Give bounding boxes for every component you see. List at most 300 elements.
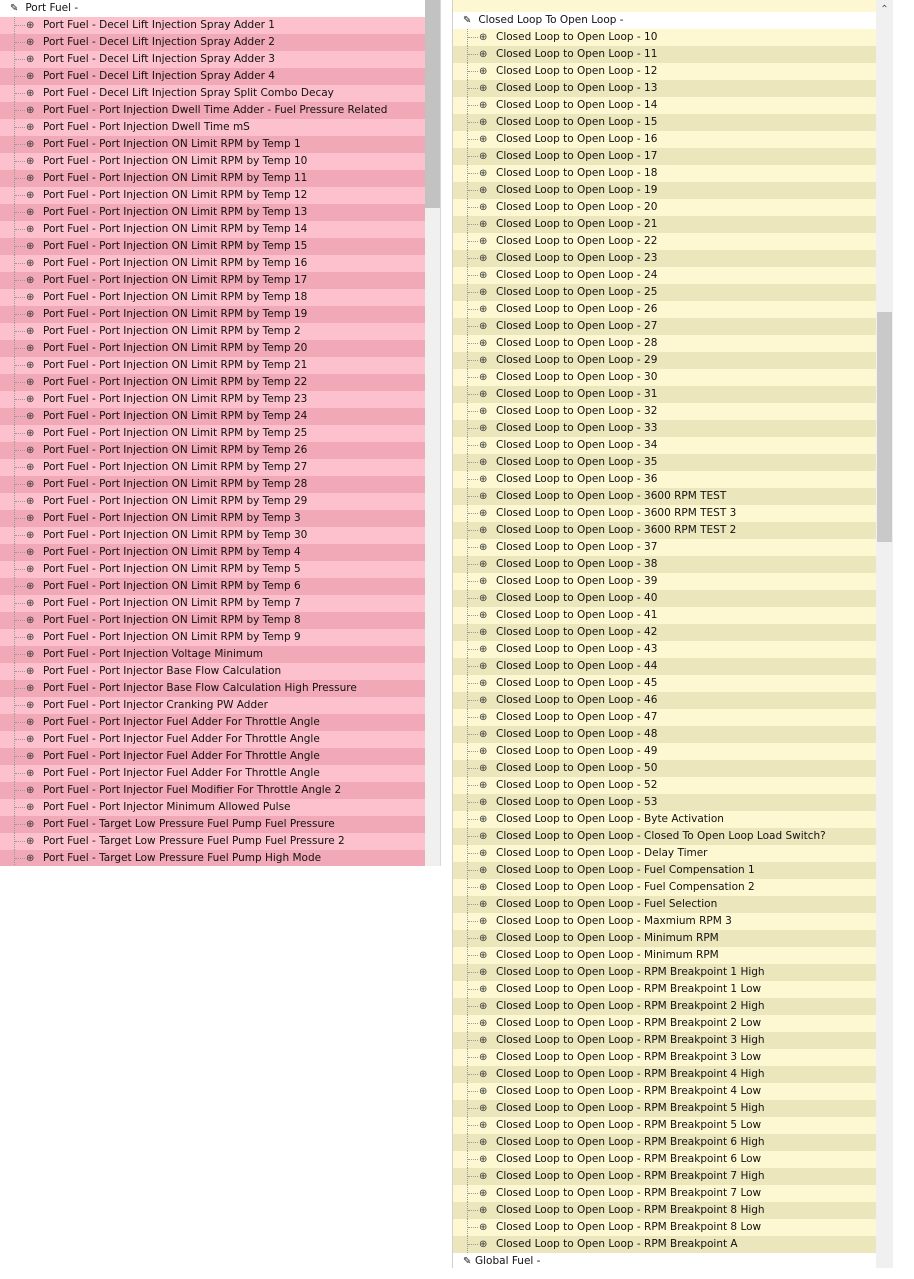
tree-item-port-fuel[interactable] xyxy=(0,544,425,561)
tree-item-closed-loop[interactable] xyxy=(453,862,876,879)
tree-item-port-fuel[interactable] xyxy=(0,629,425,646)
tree-item-closed-loop[interactable] xyxy=(453,760,876,777)
tree-item-port-fuel[interactable] xyxy=(0,119,425,136)
tree-item-port-fuel[interactable] xyxy=(0,306,425,323)
tree-item-label: Closed Loop to Open Loop - 33 xyxy=(496,422,658,434)
tree-item-port-fuel[interactable] xyxy=(0,697,425,714)
table-node-icon: ⊕ xyxy=(26,139,35,150)
table-node-icon: ⊕ xyxy=(479,1222,488,1233)
tree-item-label: Closed Loop to Open Loop - 27 xyxy=(496,320,658,332)
tree-item-closed-loop[interactable] xyxy=(453,471,876,488)
table-node-icon: ⊕ xyxy=(479,253,488,264)
tree-item-closed-loop[interactable] xyxy=(453,777,876,794)
tree-item-closed-loop[interactable] xyxy=(453,80,876,97)
tree-item-closed-loop[interactable] xyxy=(453,556,876,573)
tree-item-label: Closed Loop to Open Loop - 10 xyxy=(496,31,658,43)
right-scrollbar-thumb[interactable] xyxy=(877,312,892,542)
table-node-icon: ⊕ xyxy=(479,542,488,553)
table-node-icon: ⊕ xyxy=(479,1001,488,1012)
tree-item-port-fuel[interactable] xyxy=(0,391,425,408)
tree-item-label: Closed Loop to Open Loop - RPM Breakpoint 2 Low xyxy=(496,1017,762,1029)
tree-item-label: Port Fuel - Target Low Pressure Fuel Pump Fuel Pressure 2 xyxy=(43,835,345,847)
tree-item-port-fuel[interactable] xyxy=(0,136,425,153)
tree-item-closed-loop[interactable] xyxy=(453,539,876,556)
tree-item-closed-loop[interactable] xyxy=(453,641,876,658)
table-node-icon: ⊕ xyxy=(479,797,488,808)
tree-item-label: Port Fuel - Port Injection ON Limit RPM by Temp 5 xyxy=(43,563,301,575)
tree-item-port-fuel[interactable] xyxy=(0,646,425,663)
tree-item-label: Closed Loop to Open Loop - Byte Activation xyxy=(496,813,724,825)
tree-item-port-fuel[interactable] xyxy=(0,799,425,816)
tree-item-label: Port Fuel - Port Injection ON Limit RPM by Temp 1 xyxy=(43,138,301,150)
table-node-icon: ⊕ xyxy=(26,258,35,269)
tree-item-closed-loop[interactable] xyxy=(453,1049,876,1066)
table-node-icon: ⊕ xyxy=(479,1069,488,1080)
tree-item-closed-loop[interactable] xyxy=(453,505,876,522)
table-node-icon: ⊕ xyxy=(26,479,35,490)
tree-item-port-fuel[interactable] xyxy=(0,510,425,527)
tree-item-label: Port Fuel - Port Injection ON Limit RPM by Temp 8 xyxy=(43,614,301,626)
tree-item-label: Closed Loop to Open Loop - RPM Breakpoint 6 Low xyxy=(496,1153,762,1165)
tree-item-label: Closed Loop to Open Loop - 31 xyxy=(496,388,658,400)
tree-item-label: Closed Loop to Open Loop - 3600 RPM TEST xyxy=(496,490,727,502)
table-node-icon: ⊕ xyxy=(479,1205,488,1216)
table-node-icon: ⊕ xyxy=(479,202,488,213)
table-node-icon: ⊕ xyxy=(479,389,488,400)
table-node-icon: ⊕ xyxy=(479,1120,488,1131)
tree-item-closed-loop[interactable] xyxy=(453,97,876,114)
tree-item-port-fuel[interactable] xyxy=(0,595,425,612)
tree-item-closed-loop[interactable] xyxy=(453,675,876,692)
tree-root-label: Global Fuel - xyxy=(475,1255,541,1267)
table-node-icon: ⊕ xyxy=(479,729,488,740)
tree-item-label: Port Fuel - Port Injection ON Limit RPM by Temp 6 xyxy=(43,580,301,592)
tree-item-port-fuel[interactable] xyxy=(0,102,425,119)
tree-item-port-fuel[interactable] xyxy=(0,578,425,595)
tree-item-closed-loop[interactable] xyxy=(453,913,876,930)
tree-item-label: Closed Loop to Open Loop - 14 xyxy=(496,99,658,111)
tree-item-label: Closed Loop to Open Loop - 34 xyxy=(496,439,658,451)
tree-item-closed-loop[interactable] xyxy=(453,488,876,505)
tree-item-label: Closed Loop to Open Loop - 44 xyxy=(496,660,658,672)
tree-root-closed-loop[interactable] xyxy=(453,12,876,29)
tree-item-closed-loop[interactable] xyxy=(453,437,876,454)
tree-item-label: Closed Loop to Open Loop - Fuel Compensation 2 xyxy=(496,881,755,893)
table-node-icon: ⊕ xyxy=(479,814,488,825)
tree-item-closed-loop[interactable] xyxy=(453,1219,876,1236)
tree-item-label: Closed Loop to Open Loop - 3600 RPM TEST 3 xyxy=(496,507,737,519)
tree-item-closed-loop[interactable] xyxy=(453,1032,876,1049)
tree-item-closed-loop[interactable] xyxy=(453,386,876,403)
tree-item-closed-loop[interactable] xyxy=(453,692,876,709)
tree-item-closed-loop[interactable] xyxy=(453,1117,876,1134)
table-node-icon: ⊕ xyxy=(26,88,35,99)
tree-item-closed-loop[interactable] xyxy=(453,216,876,233)
table-node-icon: ⊕ xyxy=(479,593,488,604)
tree-item-closed-loop[interactable] xyxy=(453,794,876,811)
tree-item-label: Closed Loop to Open Loop - 13 xyxy=(496,82,658,94)
tree-item-label: Port Fuel - Port Injection ON Limit RPM by Temp 21 xyxy=(43,359,308,371)
tree-item-label: Port Fuel - Port Injector Base Flow Calculation High Pressure xyxy=(43,682,357,694)
table-node-icon: ⊕ xyxy=(26,700,35,711)
tree-item-label: Port Fuel - Port Injection ON Limit RPM by Temp 29 xyxy=(43,495,308,507)
table-node-icon: ⊕ xyxy=(479,1018,488,1029)
scroll-up-arrow-icon[interactable]: ⌃ xyxy=(880,4,889,15)
tree-item-port-fuel[interactable] xyxy=(0,17,425,34)
tree-item-closed-loop[interactable] xyxy=(453,1100,876,1117)
tree-item-label: Closed Loop to Open Loop - 29 xyxy=(496,354,658,366)
table-node-icon: ⊕ xyxy=(479,151,488,162)
tree-item-label: Closed Loop to Open Loop - RPM Breakpoint 7 Low xyxy=(496,1187,762,1199)
tree-item-closed-loop[interactable] xyxy=(453,590,876,607)
tree-item-label: Closed Loop to Open Loop - 15 xyxy=(496,116,658,128)
tree-item-label: Closed Loop to Open Loop - RPM Breakpoint 3 High xyxy=(496,1034,765,1046)
tree-item-closed-loop[interactable] xyxy=(453,1015,876,1032)
tree-item-label: Closed Loop to Open Loop - Closed To Open Loop Load Switch? xyxy=(496,830,826,842)
tree-root-label: Port Fuel - xyxy=(25,2,79,14)
table-node-icon: ⊕ xyxy=(26,530,35,541)
table-node-icon: ⊕ xyxy=(479,304,488,315)
tree-item-label: Closed Loop to Open Loop - 37 xyxy=(496,541,658,553)
table-node-icon: ⊕ xyxy=(479,1103,488,1114)
tree-item-closed-loop[interactable] xyxy=(453,352,876,369)
tree-item-closed-loop[interactable] xyxy=(453,1151,876,1168)
tree-item-port-fuel[interactable] xyxy=(0,476,425,493)
tree-item-label: Port Fuel - Port Injection Dwell Time mS xyxy=(43,121,250,133)
tree-item-closed-loop[interactable] xyxy=(453,335,876,352)
table-node-icon: ⊕ xyxy=(26,377,35,388)
tree-item-label: Port Fuel - Port Injector Base Flow Calculation xyxy=(43,665,282,677)
tree-item-closed-loop[interactable] xyxy=(453,1083,876,1100)
table-node-icon: ⊕ xyxy=(26,513,35,524)
tree-item-closed-loop[interactable] xyxy=(453,1134,876,1151)
tree-item-closed-loop[interactable] xyxy=(453,454,876,471)
tree-item-label: Closed Loop to Open Loop - 19 xyxy=(496,184,658,196)
table-node-icon: ⊕ xyxy=(479,66,488,77)
table-node-icon: ⊕ xyxy=(479,491,488,502)
tree-item-closed-loop[interactable] xyxy=(453,63,876,80)
table-node-icon: ⊕ xyxy=(479,1086,488,1097)
table-node-icon: ⊕ xyxy=(479,1052,488,1063)
tree-item-closed-loop[interactable] xyxy=(453,709,876,726)
tree-item-port-fuel[interactable] xyxy=(0,255,425,272)
tree-item-port-fuel[interactable] xyxy=(0,187,425,204)
table-node-icon: ⊕ xyxy=(479,406,488,417)
tree-item-port-fuel[interactable] xyxy=(0,833,425,850)
tree-item-closed-loop[interactable] xyxy=(453,199,876,216)
tree-item-port-fuel[interactable] xyxy=(0,204,425,221)
tree-item-closed-loop[interactable] xyxy=(453,811,876,828)
table-node-icon: ⊕ xyxy=(479,440,488,451)
tree-item-closed-loop[interactable] xyxy=(453,930,876,947)
tree-item-closed-loop[interactable] xyxy=(453,743,876,760)
tree-item-closed-loop[interactable] xyxy=(453,896,876,913)
tree-item-port-fuel[interactable] xyxy=(0,442,425,459)
table-node-icon: ⊕ xyxy=(26,309,35,320)
tree-item-closed-loop[interactable] xyxy=(453,29,876,46)
tree-item-port-fuel[interactable] xyxy=(0,272,425,289)
table-node-icon: ⊕ xyxy=(26,564,35,575)
tree-item-label: Closed Loop to Open Loop - 52 xyxy=(496,779,658,791)
table-node-icon: ⊕ xyxy=(26,717,35,728)
tree-item-label: Port Fuel - Port Injector Fuel Modifier For Throttle Angle 2 xyxy=(43,784,342,796)
table-node-icon: ⊕ xyxy=(26,734,35,745)
tree-item-label: Closed Loop to Open Loop - 38 xyxy=(496,558,658,570)
tree-item-label: Closed Loop to Open Loop - RPM Breakpoint 3 Low xyxy=(496,1051,762,1063)
table-node-icon: ⊕ xyxy=(479,627,488,638)
tree-item-closed-loop[interactable] xyxy=(453,182,876,199)
tree-item-closed-loop[interactable] xyxy=(453,148,876,165)
table-node-icon: ⊕ xyxy=(26,394,35,405)
tree-item-port-fuel[interactable] xyxy=(0,527,425,544)
tree-item-label: Port Fuel - Port Injection ON Limit RPM by Temp 4 xyxy=(43,546,301,558)
tree-item-closed-loop[interactable] xyxy=(453,233,876,250)
tree-item-port-fuel[interactable] xyxy=(0,68,425,85)
tree-item-port-fuel[interactable] xyxy=(0,731,425,748)
tree-item-closed-loop[interactable] xyxy=(453,46,876,63)
tree-item-port-fuel[interactable] xyxy=(0,357,425,374)
tree-item-closed-loop[interactable] xyxy=(453,1168,876,1185)
tree-item-closed-loop[interactable] xyxy=(453,607,876,624)
left-scrollbar-thumb[interactable] xyxy=(425,0,440,208)
tree-item-label: Port Fuel - Port Injection ON Limit RPM by Temp 28 xyxy=(43,478,308,490)
table-node-icon: ⊕ xyxy=(479,1188,488,1199)
table-node-icon: ⊕ xyxy=(26,666,35,677)
tree-item-label: Closed Loop to Open Loop - 49 xyxy=(496,745,658,757)
tree-root-port-fuel[interactable] xyxy=(0,0,425,17)
table-node-icon: ⊕ xyxy=(26,632,35,643)
tree-item-closed-loop[interactable] xyxy=(453,573,876,590)
tree-item-closed-loop[interactable] xyxy=(453,301,876,318)
table-node-icon: ⊕ xyxy=(26,802,35,813)
tree-item-label: Closed Loop to Open Loop - 30 xyxy=(496,371,658,383)
table-node-icon: ⊕ xyxy=(26,71,35,82)
right-vertical-scrollbar[interactable] xyxy=(876,0,893,1268)
tree-item-port-fuel[interactable] xyxy=(0,51,425,68)
tree-item-port-fuel[interactable] xyxy=(0,748,425,765)
tree-item-label: Port Fuel - Port Injection ON Limit RPM by Temp 12 xyxy=(43,189,308,201)
tree-item-label: Closed Loop to Open Loop - 47 xyxy=(496,711,658,723)
tree-item-label: Port Fuel - Port Injection ON Limit RPM by Temp 24 xyxy=(43,410,308,422)
table-node-icon: ⊕ xyxy=(479,610,488,621)
tree-item-port-fuel[interactable] xyxy=(0,765,425,782)
table-node-icon: ⊕ xyxy=(26,343,35,354)
tree-item-port-fuel[interactable] xyxy=(0,340,425,357)
tree-item-closed-loop[interactable] xyxy=(453,1202,876,1219)
table-node-icon: ⊕ xyxy=(479,1171,488,1182)
tree-item-closed-loop[interactable] xyxy=(453,522,876,539)
tree-item-label: Closed Loop to Open Loop - RPM Breakpoint 7 High xyxy=(496,1170,765,1182)
tree-item-port-fuel[interactable] xyxy=(0,221,425,238)
tree-item-closed-loop[interactable] xyxy=(453,1066,876,1083)
tree-item-port-fuel[interactable] xyxy=(0,782,425,799)
table-node-icon: ⊕ xyxy=(479,695,488,706)
tree-item-label: Closed Loop to Open Loop - RPM Breakpoint A xyxy=(496,1238,738,1250)
tree-item-label: Closed Loop to Open Loop - 45 xyxy=(496,677,658,689)
tree-item-label: Closed Loop to Open Loop - 42 xyxy=(496,626,658,638)
tree-item-port-fuel[interactable] xyxy=(0,85,425,102)
tree-item-closed-loop[interactable] xyxy=(453,420,876,437)
table-node-icon: ⊕ xyxy=(26,122,35,133)
tree-item-port-fuel[interactable] xyxy=(0,561,425,578)
table-node-icon: ⊕ xyxy=(479,32,488,43)
table-node-icon: ⊕ xyxy=(479,236,488,247)
left-vertical-scrollbar[interactable] xyxy=(425,0,440,866)
tree-item-label: Closed Loop to Open Loop - RPM Breakpoint 1 High xyxy=(496,966,765,978)
table-node-icon: ⊕ xyxy=(479,525,488,536)
tree-item-closed-loop[interactable] xyxy=(453,964,876,981)
tree-item-label: Port Fuel - Port Injection Dwell Time Adder - Fuel Pressure Related xyxy=(43,104,388,116)
tree-item-closed-loop[interactable] xyxy=(453,369,876,386)
tree-item-closed-loop[interactable] xyxy=(453,1236,876,1253)
tree-item-label: Closed Loop to Open Loop - RPM Breakpoint 5 Low xyxy=(496,1119,762,1131)
tree-item-closed-loop[interactable] xyxy=(453,998,876,1015)
table-node-icon: ⊕ xyxy=(26,360,35,371)
table-node-icon: ⊕ xyxy=(479,372,488,383)
tree-item-port-fuel[interactable] xyxy=(0,408,425,425)
tree-item-label: Port Fuel - Port Injection ON Limit RPM by Temp 23 xyxy=(43,393,308,405)
tree-item-port-fuel[interactable] xyxy=(0,34,425,51)
table-node-icon: ⊕ xyxy=(26,853,35,864)
tree-item-label: Port Fuel - Port Injection ON Limit RPM by Temp 10 xyxy=(43,155,308,167)
tree-item-label: Port Fuel - Port Injection ON Limit RPM by Temp 16 xyxy=(43,257,308,269)
tree-item-port-fuel[interactable] xyxy=(0,374,425,391)
tree-item-port-fuel[interactable] xyxy=(0,714,425,731)
table-node-icon: ⊕ xyxy=(479,474,488,485)
table-node-icon: ⊕ xyxy=(26,445,35,456)
tree-item-label: Port Fuel - Port Injection ON Limit RPM by Temp 7 xyxy=(43,597,301,609)
tree-item-closed-loop[interactable] xyxy=(453,131,876,148)
tree-item-label: Port Fuel - Port Injection ON Limit RPM by Temp 13 xyxy=(43,206,308,218)
tree-item-closed-loop[interactable] xyxy=(453,981,876,998)
tree-item-port-fuel[interactable] xyxy=(0,238,425,255)
tree-item-port-fuel[interactable] xyxy=(0,323,425,340)
table-node-icon: ⊕ xyxy=(479,321,488,332)
tree-item-port-fuel[interactable] xyxy=(0,612,425,629)
table-node-icon: ⊕ xyxy=(26,54,35,65)
tree-item-label: Port Fuel - Decel Lift Injection Spray Adder 3 xyxy=(43,53,275,65)
tree-item-port-fuel[interactable] xyxy=(0,170,425,187)
tree-root-global-fuel[interactable] xyxy=(453,1253,876,1268)
tree-item-label: Port Fuel - Port Injection ON Limit RPM by Temp 15 xyxy=(43,240,308,252)
right-tree-panel xyxy=(452,0,903,1268)
table-node-icon: ⊕ xyxy=(479,270,488,281)
tree-item-closed-loop[interactable] xyxy=(453,250,876,267)
tree-item-label: Closed Loop to Open Loop - 36 xyxy=(496,473,658,485)
table-node-icon: ⊕ xyxy=(479,168,488,179)
table-node-icon: ⊕ xyxy=(26,241,35,252)
table-node-icon: ⊕ xyxy=(479,576,488,587)
tree-item-port-fuel[interactable] xyxy=(0,680,425,697)
table-node-icon: ⊕ xyxy=(479,984,488,995)
table-node-icon: ⊕ xyxy=(479,49,488,60)
table-node-icon: ⊕ xyxy=(479,916,488,927)
tree-item-label: Port Fuel - Decel Lift Injection Spray Split Combo Decay xyxy=(43,87,334,99)
tree-item-port-fuel[interactable] xyxy=(0,425,425,442)
table-node-icon: ⊕ xyxy=(479,508,488,519)
tree-item-closed-loop[interactable] xyxy=(453,1185,876,1202)
tree-item-label: Port Fuel - Port Injection ON Limit RPM by Temp 18 xyxy=(43,291,308,303)
table-node-icon: ⊕ xyxy=(479,712,488,723)
tree-item-label: Port Fuel - Decel Lift Injection Spray Adder 4 xyxy=(43,70,275,82)
tree-item-label: Port Fuel - Target Low Pressure Fuel Pump High Mode xyxy=(43,852,322,864)
tree-item-port-fuel[interactable] xyxy=(0,493,425,510)
tree-item-closed-loop[interactable] xyxy=(453,624,876,641)
table-node-icon: ⊕ xyxy=(26,37,35,48)
tree-item-label: Closed Loop to Open Loop - Fuel Compensation 1 xyxy=(496,864,755,876)
table-node-icon: ⊕ xyxy=(26,547,35,558)
table-node-icon: ⊕ xyxy=(479,117,488,128)
tree-item-label: Closed Loop to Open Loop - 41 xyxy=(496,609,658,621)
tree-item-label: Closed Loop to Open Loop - Minimum RPM xyxy=(496,932,719,944)
tree-item-port-fuel[interactable] xyxy=(0,816,425,833)
tree-item-label: Closed Loop to Open Loop - RPM Breakpoint 6 High xyxy=(496,1136,765,1148)
table-node-icon: ⊕ xyxy=(26,751,35,762)
table-node-icon: ⊕ xyxy=(26,768,35,779)
tree-item-closed-loop[interactable] xyxy=(453,845,876,862)
table-node-icon: ⊕ xyxy=(26,105,35,116)
tree-item-label: Closed Loop to Open Loop - 21 xyxy=(496,218,658,230)
table-node-icon: ⊕ xyxy=(479,780,488,791)
tree-item-port-fuel[interactable] xyxy=(0,153,425,170)
tree-item-label: Closed Loop to Open Loop - 23 xyxy=(496,252,658,264)
tree-item-closed-loop[interactable] xyxy=(453,114,876,131)
table-node-icon: ⊕ xyxy=(479,746,488,757)
tree-item-label: Port Fuel - Port Injector Fuel Adder For Throttle Angle xyxy=(43,767,320,779)
tree-item-closed-loop[interactable] xyxy=(453,318,876,335)
tree-item-label: Closed Loop to Open Loop - 3600 RPM TEST 2 xyxy=(496,524,737,536)
tree-item-label: Port Fuel - Port Injection ON Limit RPM by Temp 9 xyxy=(43,631,301,643)
closed-loop-tree xyxy=(453,12,876,1268)
table-node-icon: ⊕ xyxy=(479,355,488,366)
folder-icon: ✎ xyxy=(10,3,19,14)
table-node-icon: ⊕ xyxy=(26,275,35,286)
tree-item-closed-loop[interactable] xyxy=(453,284,876,301)
tree-item-label: Closed Loop to Open Loop - 32 xyxy=(496,405,658,417)
tree-item-closed-loop[interactable] xyxy=(453,879,876,896)
tree-item-closed-loop[interactable] xyxy=(453,828,876,845)
tree-item-port-fuel[interactable] xyxy=(0,459,425,476)
tree-item-closed-loop[interactable] xyxy=(453,267,876,284)
tree-item-closed-loop[interactable] xyxy=(453,403,876,420)
table-node-icon: ⊕ xyxy=(26,207,35,218)
tree-item-label: Closed Loop to Open Loop - RPM Breakpoint 2 High xyxy=(496,1000,765,1012)
tree-item-label: Closed Loop to Open Loop - Maxmium RPM 3 xyxy=(496,915,732,927)
tree-item-label: Closed Loop to Open Loop - RPM Breakpoint 5 High xyxy=(496,1102,765,1114)
table-node-icon: ⊕ xyxy=(479,287,488,298)
table-node-icon: ⊕ xyxy=(26,156,35,167)
tree-item-closed-loop[interactable] xyxy=(453,726,876,743)
tree-item-label: Port Fuel - Decel Lift Injection Spray Adder 2 xyxy=(43,36,275,48)
tree-item-label: Closed Loop to Open Loop - RPM Breakpoint 4 High xyxy=(496,1068,765,1080)
tree-item-port-fuel[interactable] xyxy=(0,289,425,306)
tree-item-closed-loop[interactable] xyxy=(453,658,876,675)
table-node-icon: ⊕ xyxy=(26,683,35,694)
tree-item-port-fuel[interactable] xyxy=(0,850,425,866)
tree-item-label: Port Fuel - Port Injection ON Limit RPM by Temp 30 xyxy=(43,529,308,541)
tree-item-label: Closed Loop to Open Loop - 35 xyxy=(496,456,658,468)
table-node-icon: ⊕ xyxy=(479,933,488,944)
tree-item-closed-loop[interactable] xyxy=(453,947,876,964)
tree-item-label: Port Fuel - Port Injection ON Limit RPM by Temp 25 xyxy=(43,427,308,439)
tree-item-label: Closed Loop to Open Loop - 22 xyxy=(496,235,658,247)
tree-item-label: Port Fuel - Port Injector Fuel Adder For Throttle Angle xyxy=(43,716,320,728)
tree-item-label: Port Fuel - Port Injector Minimum Allowed Pulse xyxy=(43,801,291,813)
table-node-icon: ⊕ xyxy=(479,899,488,910)
tree-item-port-fuel[interactable] xyxy=(0,663,425,680)
tree-item-closed-loop[interactable] xyxy=(453,165,876,182)
tree-item-label: Closed Loop to Open Loop - RPM Breakpoint 8 Low xyxy=(496,1221,762,1233)
